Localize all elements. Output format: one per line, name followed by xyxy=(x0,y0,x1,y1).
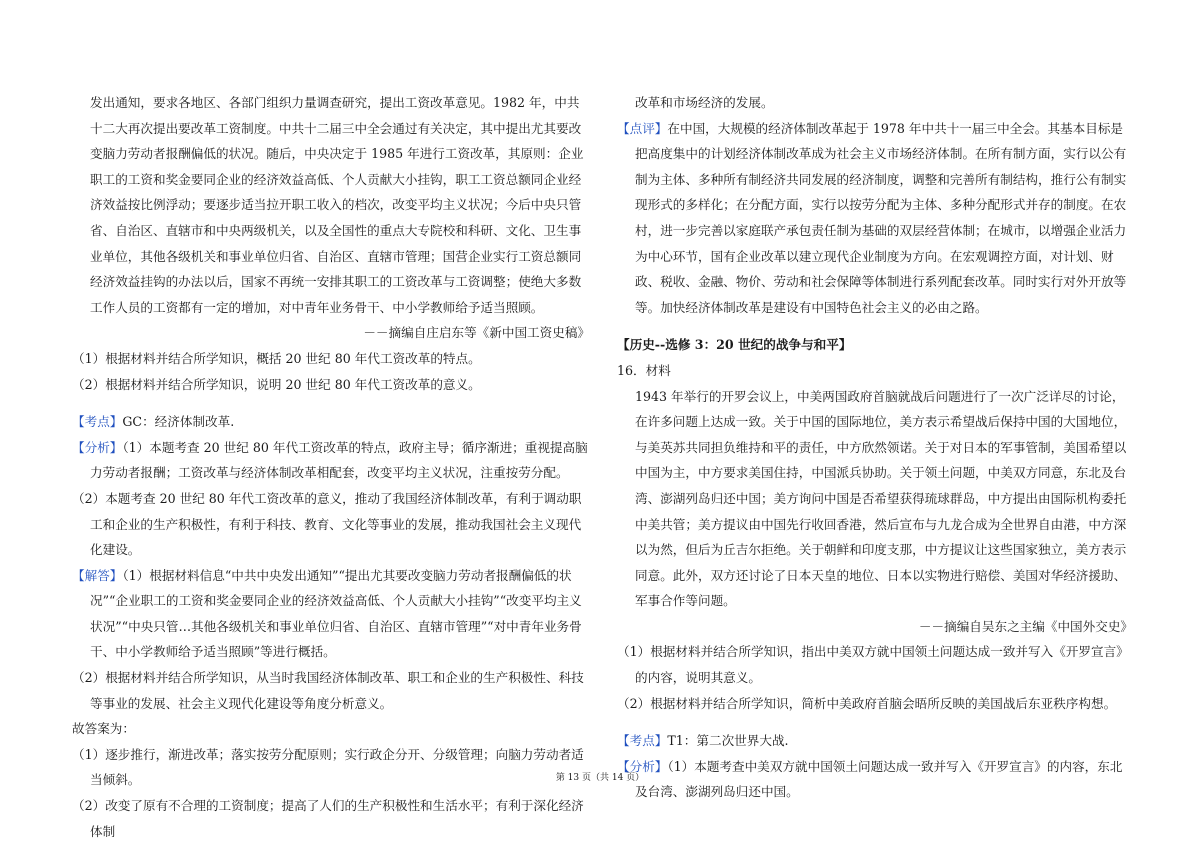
answer-label: 故答案为： xyxy=(72,721,135,737)
jieda-tag: 【解答】 xyxy=(72,567,123,583)
right-column xyxy=(617,90,1133,805)
left-column xyxy=(72,90,590,844)
spacer xyxy=(72,397,590,409)
section-title: 【历史--选修 3：20 世纪的战争与和平】 xyxy=(617,337,852,353)
fenxi-tag: 【分析】 xyxy=(617,758,668,774)
kaodian-tag: 【考点】 xyxy=(617,733,668,749)
kaodian-tag: 【考点】 xyxy=(72,414,123,430)
answer-continuation: 改革和市场经济的发展。 xyxy=(635,95,774,110)
fenxi-text-1: （1）本题考查 20 世纪 80 年代工资改革的特点，政府主导；循序渐进；重视提高脑力劳动者报酬；工资改革与经济体制改革相配套，改变平均主义状况，注重按劳分配。 xyxy=(90,439,588,481)
page-number: 第 13 页（共 14 页） xyxy=(555,773,645,783)
material-text: 1943 年举行的开罗会议上，中美两国政府首脑就战后问题进行了一次广泛详尽的讨论，在许多问题上达成一致。关于中国的国际地位，美方表示希望战后保持中国的大国地位，与美英苏共同担负维持和平的责任，中方欣然领诺。关于对日本的军事管制，美国希望以中国为主，中方要求美国住持，中国派兵协助。关于领土问题，中美双方同意，东北及台湾、澎湖列岛归还中国；美方询问中国是否希望获得琉球群岛，中方提出由国际机构委托中美共管；美方提议由中国先行收回香港，然后宣布与九龙合成为全世界自由港，中方深以为然，但后为丘吉尔拒绝。关于朝鲜和印度支那，中方提议让这些国家独立，美方表示同意。此外，双方还讨论了日本天皇的地位、日本以实物进行赔偿、美国对华经济援助、军事合作等问题。 xyxy=(635,388,1127,609)
material-continuation: 发出通知，要求各地区、各部门组织力量调查研究，提出工资改革意见。1982 年，中共十二大再次提出要改革工资制度。中共十二届三中全会通过有关决定，其中提出尤其要改变脑力劳动者报酬偏低的状况。随后，中央决定于 1985 年进行工资改革，其原则：企业职工的工资和奖金要同企业的经济效益高低、个人贡献大小挂钩，职工工资总额同企业经济效益按比例浮动；要逐步适当拉开职工收入的档次，改变平均主义状况；今后中央只管省、自治区、直辖市和中央两级机关，以及全国性的重点大专院校和科研、文化、卫生事业单位，其他各级机关和事业单位归省、自治区、直辖市管理；国营企业实行工资总额同经济效益挂钩的办法以后，国家不再统一安排其职工的工资改革与工资调整；使绝大多数工作人员的工资都有一定的增加，对中青年业务骨干、中小学教师给予适当照顾。 xyxy=(90,95,584,315)
fenxi-text-1: （1）本题考查中美双方就中国领土问题达成一致并写入《开罗宣言》的内容，东北及台湾、澎湖列岛归还中国。 xyxy=(635,758,1123,800)
question-1: （1）根据材料并结合所学知识，指出中美双方就中国领土问题达成一致并写入《开罗宣言》的内容，说明其意义。 xyxy=(617,644,1129,686)
kaodian-line xyxy=(72,409,590,435)
answer-1: （1）逐步推行，渐进改革；落实按劳分配原则；实行政企分开、分级管理；向脑力劳动者适当倾斜。 xyxy=(72,746,584,788)
material-source: －－摘编自庄启东等《新中国工资史稿》 xyxy=(363,325,590,341)
question-1: （1）根据材料并结合所学知识，概括 20 世纪 80 年代工资改革的特点。 xyxy=(72,350,481,366)
dianping-text: 在中国，大规模的经济体制改革起于 1978 年中共十一届三中全会。其基本目标是把高度集中的计划经济体制改革成为社会主义市场经济体制。在所有制方面，实行以公有制为主体、多种所有制经济共同发展的经济制度，调整和完善所有制结构，推行公有制实现形式的多样化；在分配方面，实行以按劳分配为主体、多种分配形式并存的制度。在农村，进一步完善以家庭联产承包责任制为基础的双层经营体制；在城市，以增强企业活力为中心环节，国有企业改革以建立现代企业制度为方向。在宏观调控方面，对计划、财政、税收、金融、物价、劳动和社会保障等体制进行系列配套改革。同时实行对外开放等等。加快经济体制改革是建设有中国特色社会主义的必由之路。 xyxy=(635,120,1127,315)
spacer xyxy=(617,320,1133,332)
jieda-text-1: （1）根据材料信息“中共中央发出通知”“提出尤其要改变脑力劳动者报酬偏低的状况”“企业职工的工资和奖金要同企业的经济效益高低、个人贡献大小挂钩”“改变平均主义状况”“中央只管…其他各级机关和事业单位归省、自治区、直辖市管理”“对中青年业务骨干、中小学教师给予适当照顾”等进行概括。 xyxy=(90,567,582,660)
material-source: －－摘编自吴东之主编《中国外交史》 xyxy=(918,618,1133,634)
question-2: （2）根据材料并结合所学知识，说明 20 世纪 80 年代工资改革的意义。 xyxy=(72,376,481,392)
kaodian-line xyxy=(617,728,1133,754)
fenxi-line-1 xyxy=(72,435,590,486)
fenxi-tag: 【分析】 xyxy=(72,439,123,455)
jieda-line-1 xyxy=(72,563,590,665)
question-16: 16．材料 xyxy=(617,362,671,378)
jieda-line-2: （2）根据材料并结合所学知识，从当时我国经济体制改革、职工和企业的生产积极性、科技等事业的发展、社会主义现代化建设等角度分析意义。 xyxy=(72,670,584,711)
dianping-line xyxy=(617,116,1133,321)
question-2: （2）根据材料并结合所学知识，简析中美政府首脑会晤所反映的美国战后东亚秩序构想。 xyxy=(617,695,1117,711)
kaodian-text: GC：经济体制改革. xyxy=(122,414,235,430)
spacer xyxy=(617,716,1133,728)
kaodian-text: T1：第二次世界大战. xyxy=(667,733,789,749)
dianping-tag: 【点评】 xyxy=(617,120,668,136)
answer-2: （2）改变了原有不合理的工资制度；提高了人们的生产积极性和生活水平；有利于深化经济体制 xyxy=(72,798,584,839)
fenxi-line-2: （2）本题考查 20 世纪 80 年代工资改革的意义，推动了我国经济体制改革，有利于调动职工和企业的生产积极性，有利于科技、教育、文化等事业的发展，推动我国社会主义现代化建设。 xyxy=(72,490,582,558)
